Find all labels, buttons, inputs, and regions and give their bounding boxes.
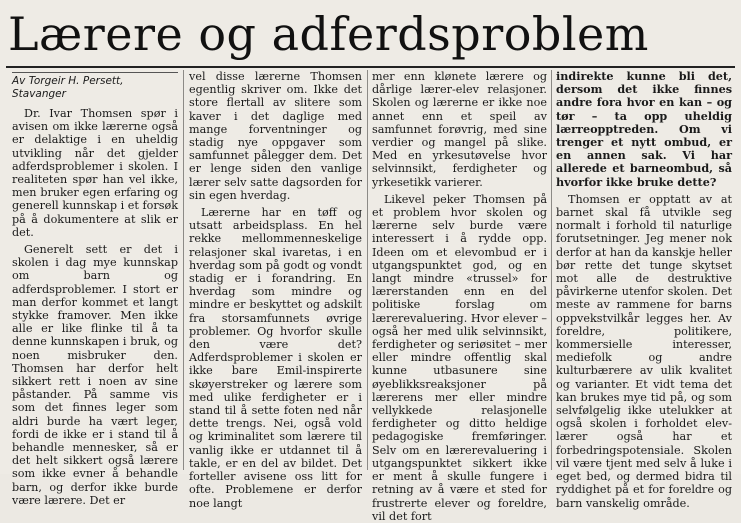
paragraph: vel disse lærerne Thomsen egentlig skriver om. Ikke det store flertall av slitere som kaver i det daglige med mange forventninger og stadig nye oppgaver som samfunnet pålegger dem. Det er lenge siden den vanlige lærer selv satte dagsorden for sin egen hverdag. [189, 70, 362, 202]
byline-author: Av Torgeir H. Persett, [12, 72, 178, 88]
column-divider [367, 70, 368, 470]
column-4 [556, 69, 732, 510]
column-divider [183, 70, 184, 470]
column-3 [372, 70, 547, 523]
paragraph: mer enn klønete lærere og dårlige lærer-elev relasjoner. Skolen og lærerne er ikke noe annet enn et speil av samfunnet forøvrig, med sine verdier og mangel på slike. Med en yrkesutøvelse hvor selvinnsikt, ferdigheter og yrkesetikk varierer. [372, 70, 547, 189]
paragraph: Likevel peker Thomsen på et problem hvor skolen og lærerne selv burde være interessert i å rydde opp. Ideen om et elevombud er i utgangspunktet god, og en langt mindre «trussel» for lærerstanden enn en del politiske forslag om lærerevaluering. Hvor elever – også her med ulik selvinnsikt, ferdigheter og seriøsitet – mer eller mindre offentlig skal kunne utbasunere sine øyeblikksreaksjoner på lærerens mer eller mindre vellykkede relasjonelle ferdigheter og ditto heldige pedagogiske fremføringer. Selv om en lærerevaluering i utgangspunktet sikkert ikke er ment å skulle fungere i retning av å være et sted for frustrerte elever og foreldre, vil det fort [372, 192, 547, 523]
paragraph: Generelt sett er det i skolen i dag mye kunnskap om barn og adferdsproblemer. I stort er man derfor kommet et langt stykke framover. Men ikke alle er like flinke til å ta denne kunnskapen i bruk, og noen misbruker den. Thomsen har derfor helt sikkert rett i noen av sine påstander. På samme vis som det finnes leger som aldri burde ha vært leger, fordi de ikke er i stand til å behandle mennesker, så er det helt sikkert også lærere som ikke evner å behandle barn, og derfor ikke burde være lærere. Det er [12, 243, 178, 507]
paragraph: Thomsen er opptatt av at barnet skal få utvikle seg normalt i forhold til naturlige forutsetninger. Jeg mener nok derfor at han da kanskje heller bør rette det tunge skytset mot alle de destruktive påvirkerne utenfor skolen. Det meste av rammene for barns oppvekstvilkår legges her. Av foreldre, politikere, kommersielle interesser, mediefolk og andre kulturbærere av ulik kvalitet og varianter. Et vidt tema det kan brukes mye tid på, og som selvfølgelig ikke utelukker at også skolen i forholdet elev-lærer også har et forbedringspotensiale. Skolen vil være tjent med selv å luke i eget bed, og dermed bidra til ryddighet på et for foreldre og barn vanskelig område. [556, 192, 732, 510]
headline-rule [6, 66, 735, 68]
paragraph: Dr. Ivar Thomsen spør i avisen om ikke lærerne også er delaktige i en uheldig utvikling når det gjelder adferdsproblemer i skolen. I realiteten spør han vel ikke, men bruker egen erfaring og generell kunnskap i et forsøk på å dokumentere at slik er det. [12, 107, 178, 239]
column-divider [551, 70, 552, 470]
byline-place: Stavanger [12, 88, 66, 100]
column-2 [189, 70, 362, 510]
article-headline: Lærere og adferdsproblem [8, 7, 649, 61]
paragraph-bold: indirekte kunne bli det, dersom det ikke finnes andre fora hvor en kan – og tør – ta opp uheldig lærreopptreden. Om vi trenger et nytt ombud, er en annen sak. Vi har allerede et barneombud, så hvorfor ikke bruke dette? [556, 69, 732, 189]
column-1 [12, 72, 178, 507]
paragraph: Lærerne har en tøff og utsatt arbeidsplass. En hel rekke mellommenneskelige relasjoner skal ivaretas, i en hverdag som på godt og vondt stadig er i forandring. En hverdag som mindre og mindre er beskyttet og adskilt fra storsamfunnets øvrige problemer. Og hvorfor skulle den være det? Adferdsproblemer i skolen er ikke bare Emil-inspirerte skøyerstreker og lærere som med ulike ferdigheter er i stand til å sette foten ned når dette trengs. Nei, også vold og kriminalitet som lærere til vanlig ikke er utdannet til å takle, er en del av bildet. Det forteller avisene oss litt for ofte. Problemene er derfor noe langt [189, 206, 362, 510]
